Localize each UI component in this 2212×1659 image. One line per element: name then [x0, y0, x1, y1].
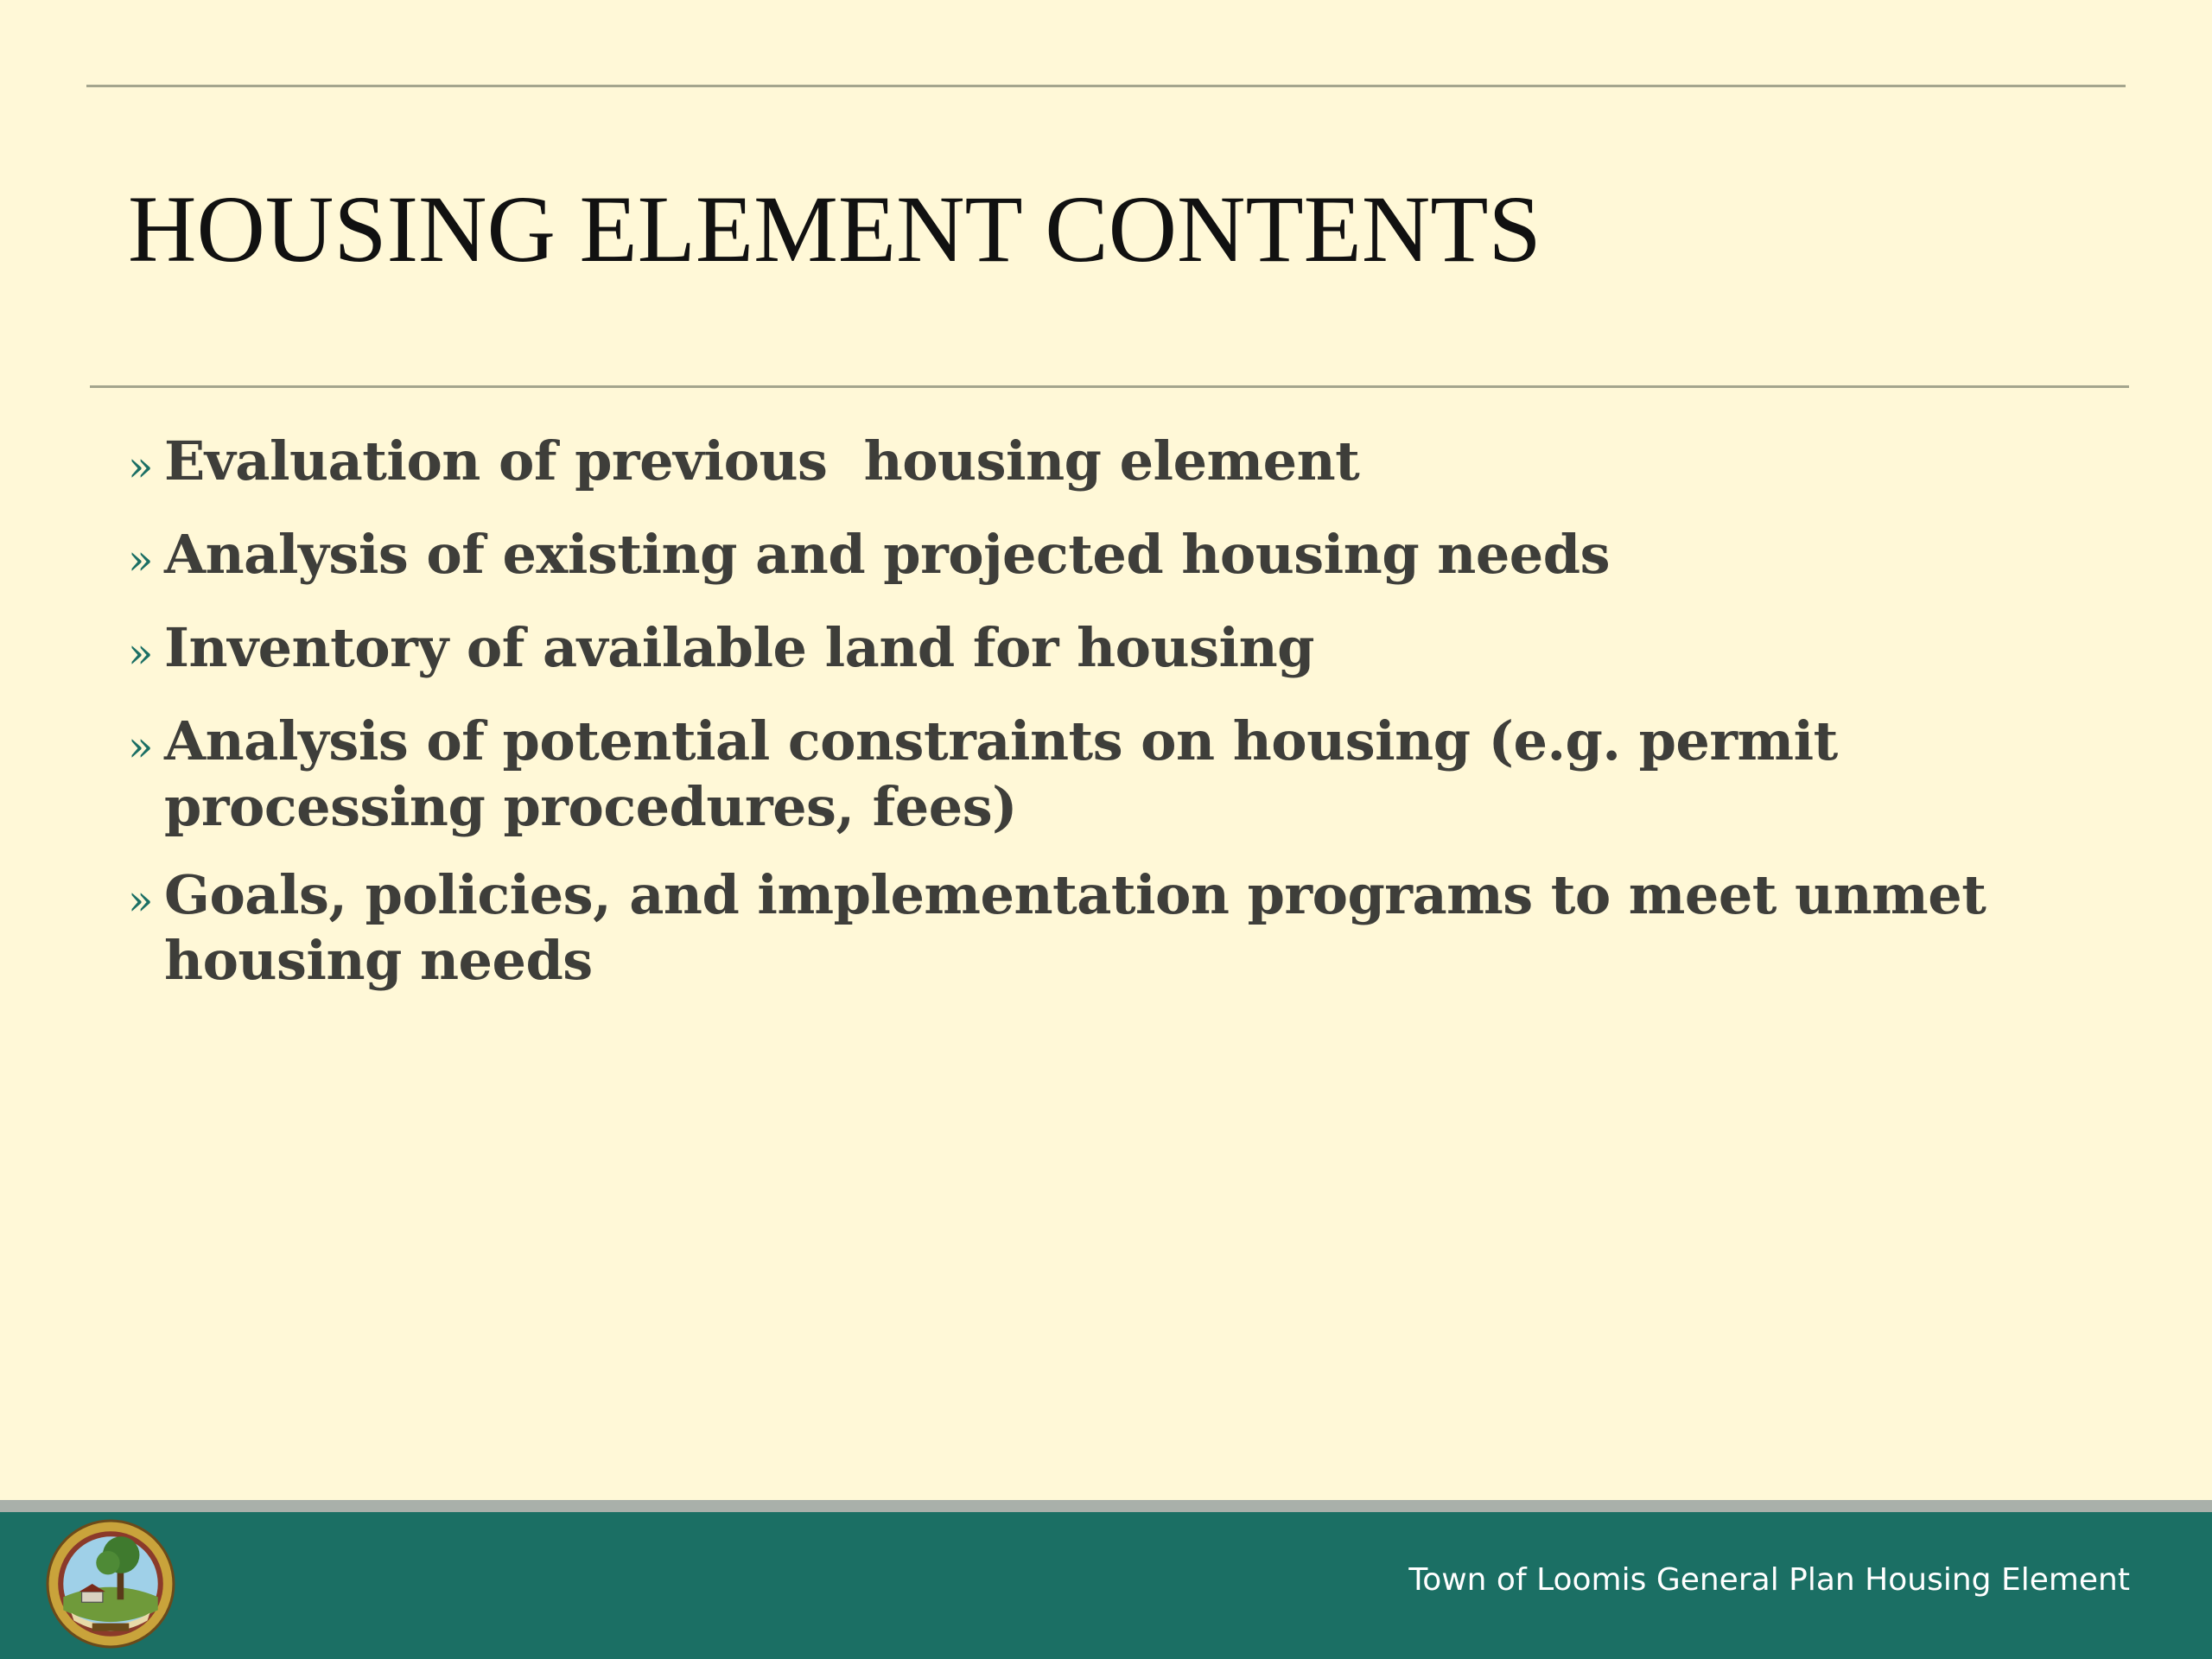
- bullet-marker: »: [128, 722, 154, 771]
- bullet-text: Analysis of existing and projected housing needs: [164, 523, 1610, 586]
- bullet-item: [128, 615, 2081, 686]
- town-seal-icon: [45, 1518, 176, 1649]
- bullet-item: [128, 862, 2081, 994]
- bullet-item: [128, 429, 2081, 499]
- top-divider: [86, 85, 2126, 87]
- slide-title: HOUSING ELEMENT CONTENTS: [128, 176, 1541, 282]
- bullet-text: Analysis of potential constraints on housing (e.g. permit processing procedures, fees): [164, 709, 1838, 838]
- bullet-marker: »: [128, 876, 154, 925]
- bullet-item: [128, 522, 2081, 593]
- footer-stripe: [0, 1500, 2212, 1512]
- title-divider: [90, 385, 2129, 388]
- bullet-marker: »: [128, 442, 154, 491]
- footer-caption: Town of Loomis General Plan Housing Element: [1408, 1562, 2130, 1598]
- bullet-text: Inventory of available land for housing: [164, 616, 1314, 679]
- bullet-list: [128, 429, 2081, 1016]
- bullet-marker: »: [128, 629, 154, 677]
- bullet-text: Goals, policies, and implementation programs to meet unmet housing needs: [164, 863, 1986, 992]
- bullet-marker: »: [128, 536, 154, 584]
- bullet-item: [128, 709, 2081, 840]
- bullet-text: Evaluation of previous housing element: [164, 429, 1360, 493]
